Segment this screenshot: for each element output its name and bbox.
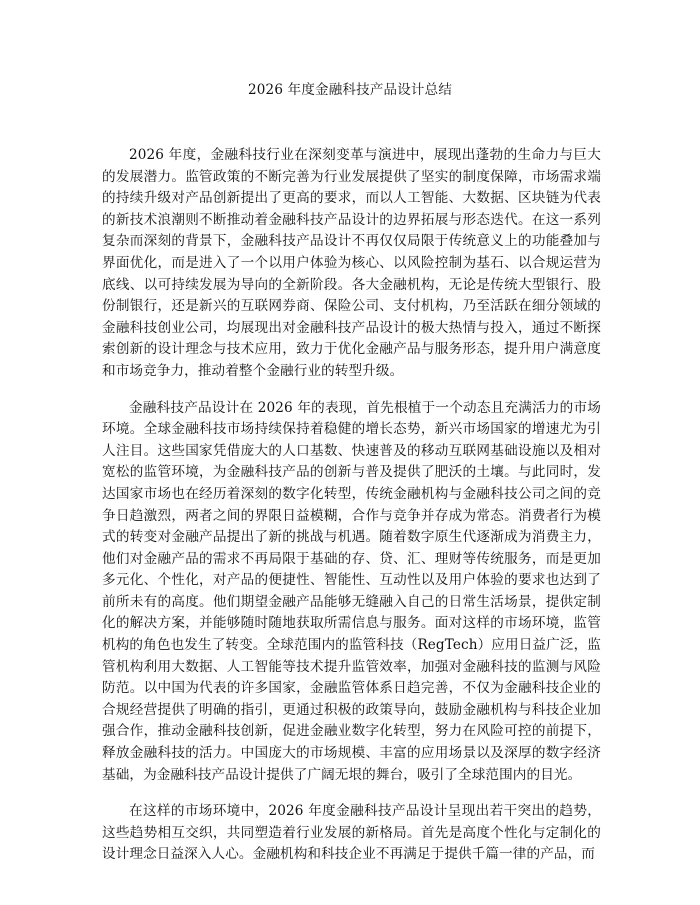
paragraph-3: 在这样的市场环境中，2026 年度金融科技产品设计呈现出若干突出的趋势，这些趋势相互交织，共同塑造着行业发展的新格局。首先是高度个性化与定制化的设计理念日益深入人心。金融机构和科技企业不再满足于提供千篇一律的产品，而 (102, 803, 601, 863)
paragraph-1: 2026 年度，金融科技行业在深刻变革与演进中，展现出蓬勃的生命力与巨大的发展潜力。监管政策的不断完善为行业发展提供了坚实的制度保障，市场需求端的持续升级对产品创新提出了更高的要求，而以人工智能、大数据、区块链为代表的新技术浪潮则不断推动着金融科技产品设计的边界拓展与形态迭代。在这一系列复杂而深刻的背景下，金融科技产品设计不再仅仅局限于传统意义上的功能叠加与界面优化，而是进入了一个以用户体验为核心、以风险控制为基石、以合规运营为底线、以可持续发展为导向的全新阶段。各大金融机构，无论是传统大型银行、股份制银行，还是新兴的互联网券商、保险公司、支付机构，乃至活跃在细分领域的金融科技创业公司，均展现出对金融科技产品设计的极大热情与投入，通过不断探索创新的设计理念与技术应用，致力于优化金融产品与服务形态，提升用户满意度和市场竞争力，推动着整个金融行业的转型升级。 (102, 147, 601, 379)
paragraph-2: 金融科技产品设计在 2026 年的表现，首先根植于一个动态且充满活力的市场环境。全球金融科技市场持续保持着稳健的增长态势，新兴市场国家的增速尤为引人注目。这些国家凭借庞大的人口基数、快速普及的移动互联网基础设施以及相对宽松的监管环境，为金融科技产品的创新与普及提供了肥沃的土壤。与此同时，发达国家市场也在经历着深刻的数字化转型，传统金融机构与金融科技公司之间的竞争日趋激烈，两者之间的界限日益模糊，合作与竞争并存成为常态。消费者行为模式的转变对金融产品提出了新的挑战与机遇。随着数字原生代逐渐成为消费主力，他们对金融产品的需求不再局限于基础的存、贷、汇、理财等传统服务，而是更加多元化、个性化，对产品的便捷性、智能性、互动性以及用户体验的要求也达到了前所未有的高度。他们期望金融产品能够无缝融入自己的日常生活场景，提供定制化的解决方案，并能够随时随地获取所需信息与服务。面对这样的市场环境，监管机构的角色也发生了转变。全球范围内的监管科技（RegTech）应用日益广泛，监管机构利用大数据、人工智能等技术提升监管效率，加强对金融科技的监测与风险防范。以中国为代表的许多国家，金融监管体系日趋完善，不仅为金融科技企业的合规经营提供了明确的指引，更通过积极的政策导向，鼓励金融机构与科技企业加强合作，推动金融科技创新，促进金融业数字化转型，努力在风险可控的前提下，释放金融科技的活力。中国庞大的市场规模、丰富的应用场景以及深厚的数字经济基础，为金融科技产品设计提供了广阔无垠的舞台，吸引了全球范围内的目光。 (102, 399, 601, 783)
document-body (102, 145, 601, 881)
document-title: 2026 年度金融科技产品设计总结 (247, 82, 453, 98)
